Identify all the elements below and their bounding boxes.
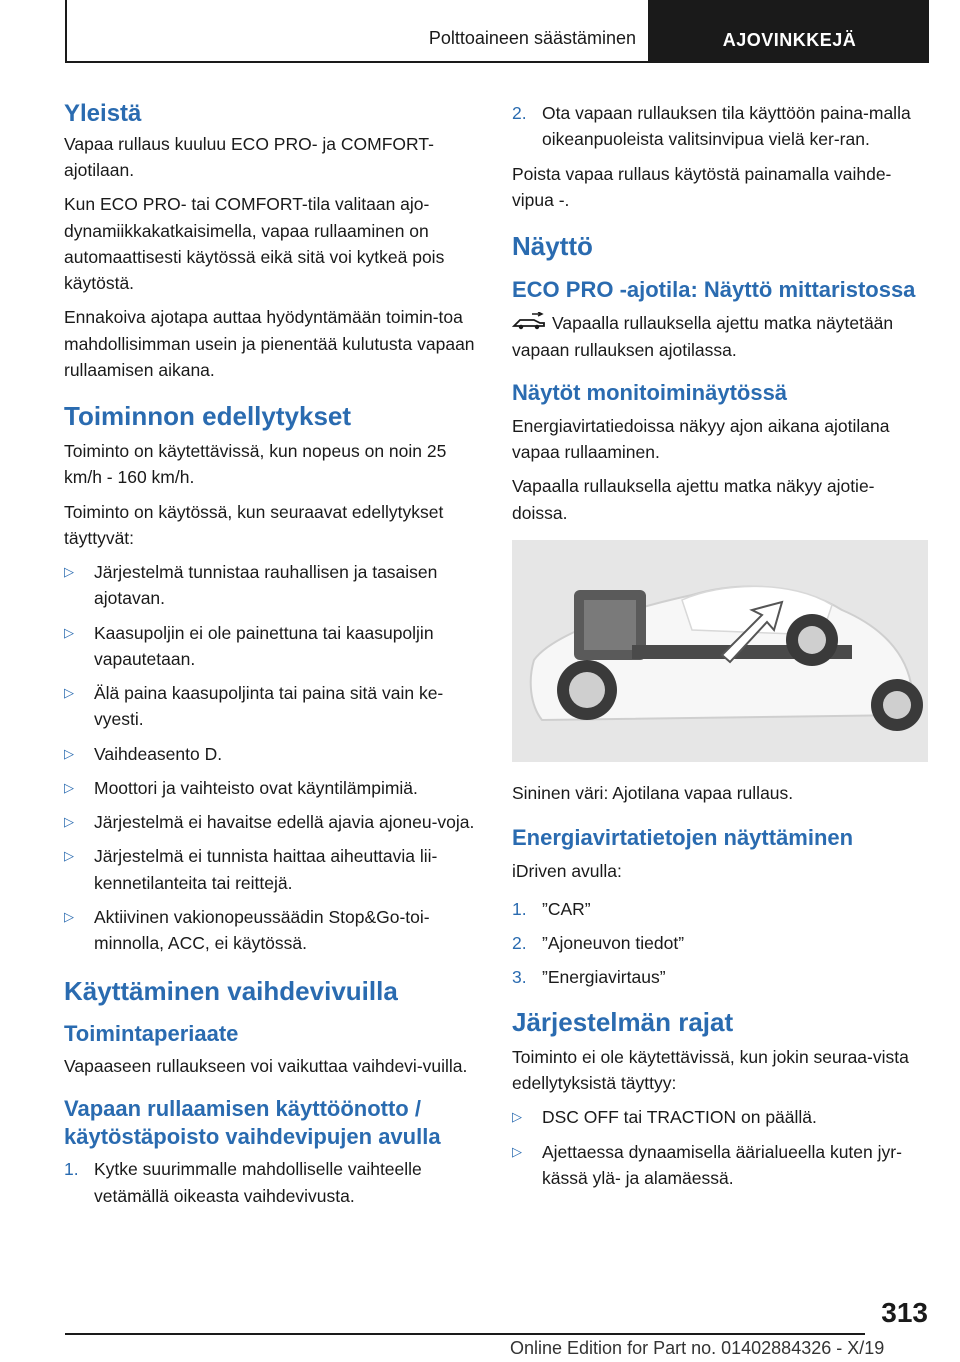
paragraph: Toiminto on käytössä, kun seuraavat edellytykset täyttyvät: bbox=[64, 501, 444, 548]
paragraph: Energiavirtatiedoissa näkyy ajon aikana ajotilana vapaa rullaaminen. bbox=[512, 415, 890, 463]
list-item: ▷ DSC OFF tai TRACTION on päällä. bbox=[512, 1107, 817, 1128]
right-column bbox=[512, 100, 928, 1199]
heading-periaate: Toimintaperiaate bbox=[64, 1020, 239, 1046]
bullet-triangle-icon: ▷ bbox=[64, 848, 74, 864]
list-item: ▷ Aktiivinen vakionopeussäädin Stop&Go-toi-minnolla, ACC, ei käytössä. bbox=[64, 906, 430, 954]
section-title: Polttoaineen säästäminen bbox=[65, 0, 650, 63]
limits-list bbox=[512, 1104, 928, 1191]
list-item: ▷ Järjestelmä ei havaitse edellä ajavia ajoneu-voja. bbox=[64, 812, 475, 833]
heading-rajat: Järjestelmän rajat bbox=[512, 1006, 734, 1037]
bullet-triangle-icon: ▷ bbox=[64, 779, 74, 795]
conditions-list bbox=[64, 559, 484, 956]
step-number: 1. bbox=[512, 898, 527, 919]
step-item: 2. ”Ajoneuvon tiedot” bbox=[512, 930, 928, 956]
list-item: ▷ Järjestelmä ei tunnista haittaa aiheuttavia lii-kennetilanteita tai reittejä. bbox=[64, 846, 438, 893]
left-column bbox=[64, 100, 484, 1217]
heading-yleista: Yleistä bbox=[64, 100, 142, 127]
page-header bbox=[65, 0, 929, 63]
figure-caption: Sininen väri: Ajotilana vapaa rullaus. bbox=[512, 782, 794, 803]
list-item: ▷ Vaihdeasento D. bbox=[64, 743, 223, 764]
car-energy-flow-image bbox=[512, 540, 928, 762]
paragraph: Poista vapaa rullaus käytöstä painamalla vaihde-vipua -. bbox=[512, 163, 892, 210]
bullet-triangle-icon: ▷ bbox=[512, 1143, 522, 1159]
paragraph: Ennakoiva ajotapa auttaa hyödyntämään toimin-toa mahdollisimman usein ja pienentää kulutusta vapaan rullaamisen aikana. bbox=[64, 307, 475, 380]
step-number: 1. bbox=[64, 1159, 79, 1180]
paragraph: Vapaalla rullauksella ajettu matka näkyy ajotie-doissa. bbox=[512, 476, 875, 523]
heading-kayttoonotto: Vapaan rullaamisen käyttöönotto / käytöstäpoisto vaihdevipujen avulla bbox=[64, 1096, 441, 1149]
list-item: ▷ Järjestelmä tunnistaa rauhallisen ja tasaisen ajotavan. bbox=[64, 562, 438, 609]
bullet-triangle-icon: ▷ bbox=[512, 1109, 522, 1125]
paragraph: iDriven avulla: bbox=[512, 860, 622, 881]
list-item: ▷ Moottori ja vaihteisto ovat käyntilämpimiä. bbox=[64, 777, 418, 798]
coasting-icon bbox=[512, 311, 546, 337]
step-number: 2. bbox=[512, 103, 527, 123]
heading-kaytto: Käyttäminen vaihdevivuilla bbox=[64, 976, 398, 1007]
bullet-triangle-icon: ▷ bbox=[64, 624, 74, 640]
list-item: ▷ Älä paina kaasupoljinta tai paina sitä vain ke-vyesti. bbox=[64, 683, 444, 730]
step-item: 1. Kytke suurimmalle mahdolliselle vaihteelle vetämällä oikeasta vaihdevivusta. bbox=[64, 1156, 484, 1209]
bullet-triangle-icon: ▷ bbox=[64, 564, 74, 580]
paragraph: Vapaa rullaus kuuluu ECO PRO- ja COMFORT-ajotilaan. bbox=[64, 133, 434, 181]
heading-ecopro: ECO PRO -ajotila: Näyttö mittaristossa bbox=[512, 277, 916, 303]
paragraph: Kun ECO PRO- tai COMFORT-tila valitaan ajo-dynamiikkakatkaisimella, vapaa rullaaminen on automaattisesti käytössä eikä sitä voi kytkeä pois käytöstä. bbox=[64, 194, 445, 294]
heading-monitoiminaytto: Näytöt monitoiminäytössä bbox=[512, 380, 788, 406]
edition-text: Online Edition for Part no. 01402884326 - X/19 bbox=[510, 1338, 885, 1358]
bullet-triangle-icon: ▷ bbox=[64, 745, 74, 761]
list-item: ▷ Ajettaessa dynaamisella äärialueella kuten jyr-kässä ylä- ja alamäessä. bbox=[512, 1141, 902, 1188]
paragraph: Vapaaseen rullaukseen voi vaikuttaa vaihdevi-vuilla. bbox=[64, 1056, 468, 1077]
list-item: ▷ Kaasupoljin ei ole painettuna tai kaasupoljin vapautetaan. bbox=[64, 622, 434, 669]
heading-edellytykset: Toiminnon edellytykset bbox=[64, 401, 352, 432]
heading-energia: Energiavirtatietojen näyttäminen bbox=[512, 825, 854, 851]
heading-naytto: Näyttö bbox=[512, 231, 593, 261]
bullet-triangle-icon: ▷ bbox=[64, 685, 74, 701]
step-item: 2. Ota vapaan rullauksen tila käyttöön paina-malla oikeanpuoleista valitsinvipua vielä ker-ran. bbox=[512, 100, 928, 153]
idrive-steps bbox=[512, 896, 928, 991]
paragraph-coasting: Vapaalla rullauksella ajettu matka näytetään vapaan rullauksen ajotilassa. bbox=[512, 312, 894, 361]
step-item: 3. ”Energiavirtaus” bbox=[512, 964, 928, 990]
step-item: 1. ”CAR” bbox=[512, 896, 928, 922]
step-number: 2. bbox=[512, 933, 527, 954]
paragraph: Toiminto on käytettävissä, kun nopeus on noin 25 km/h - 160 km/h. bbox=[64, 441, 447, 488]
paragraph: Toiminto ei ole käytettävissä, kun jokin seuraa-vista edellytyksistä täyttyy: bbox=[512, 1046, 909, 1094]
step-number: 3. bbox=[512, 967, 527, 988]
footer-divider bbox=[65, 1333, 865, 1335]
chapter-title: AJOVINKKEJÄ bbox=[650, 0, 929, 63]
bullet-triangle-icon: ▷ bbox=[64, 908, 74, 924]
bullet-triangle-icon: ▷ bbox=[64, 814, 74, 830]
page-number: 313 bbox=[881, 1297, 928, 1328]
